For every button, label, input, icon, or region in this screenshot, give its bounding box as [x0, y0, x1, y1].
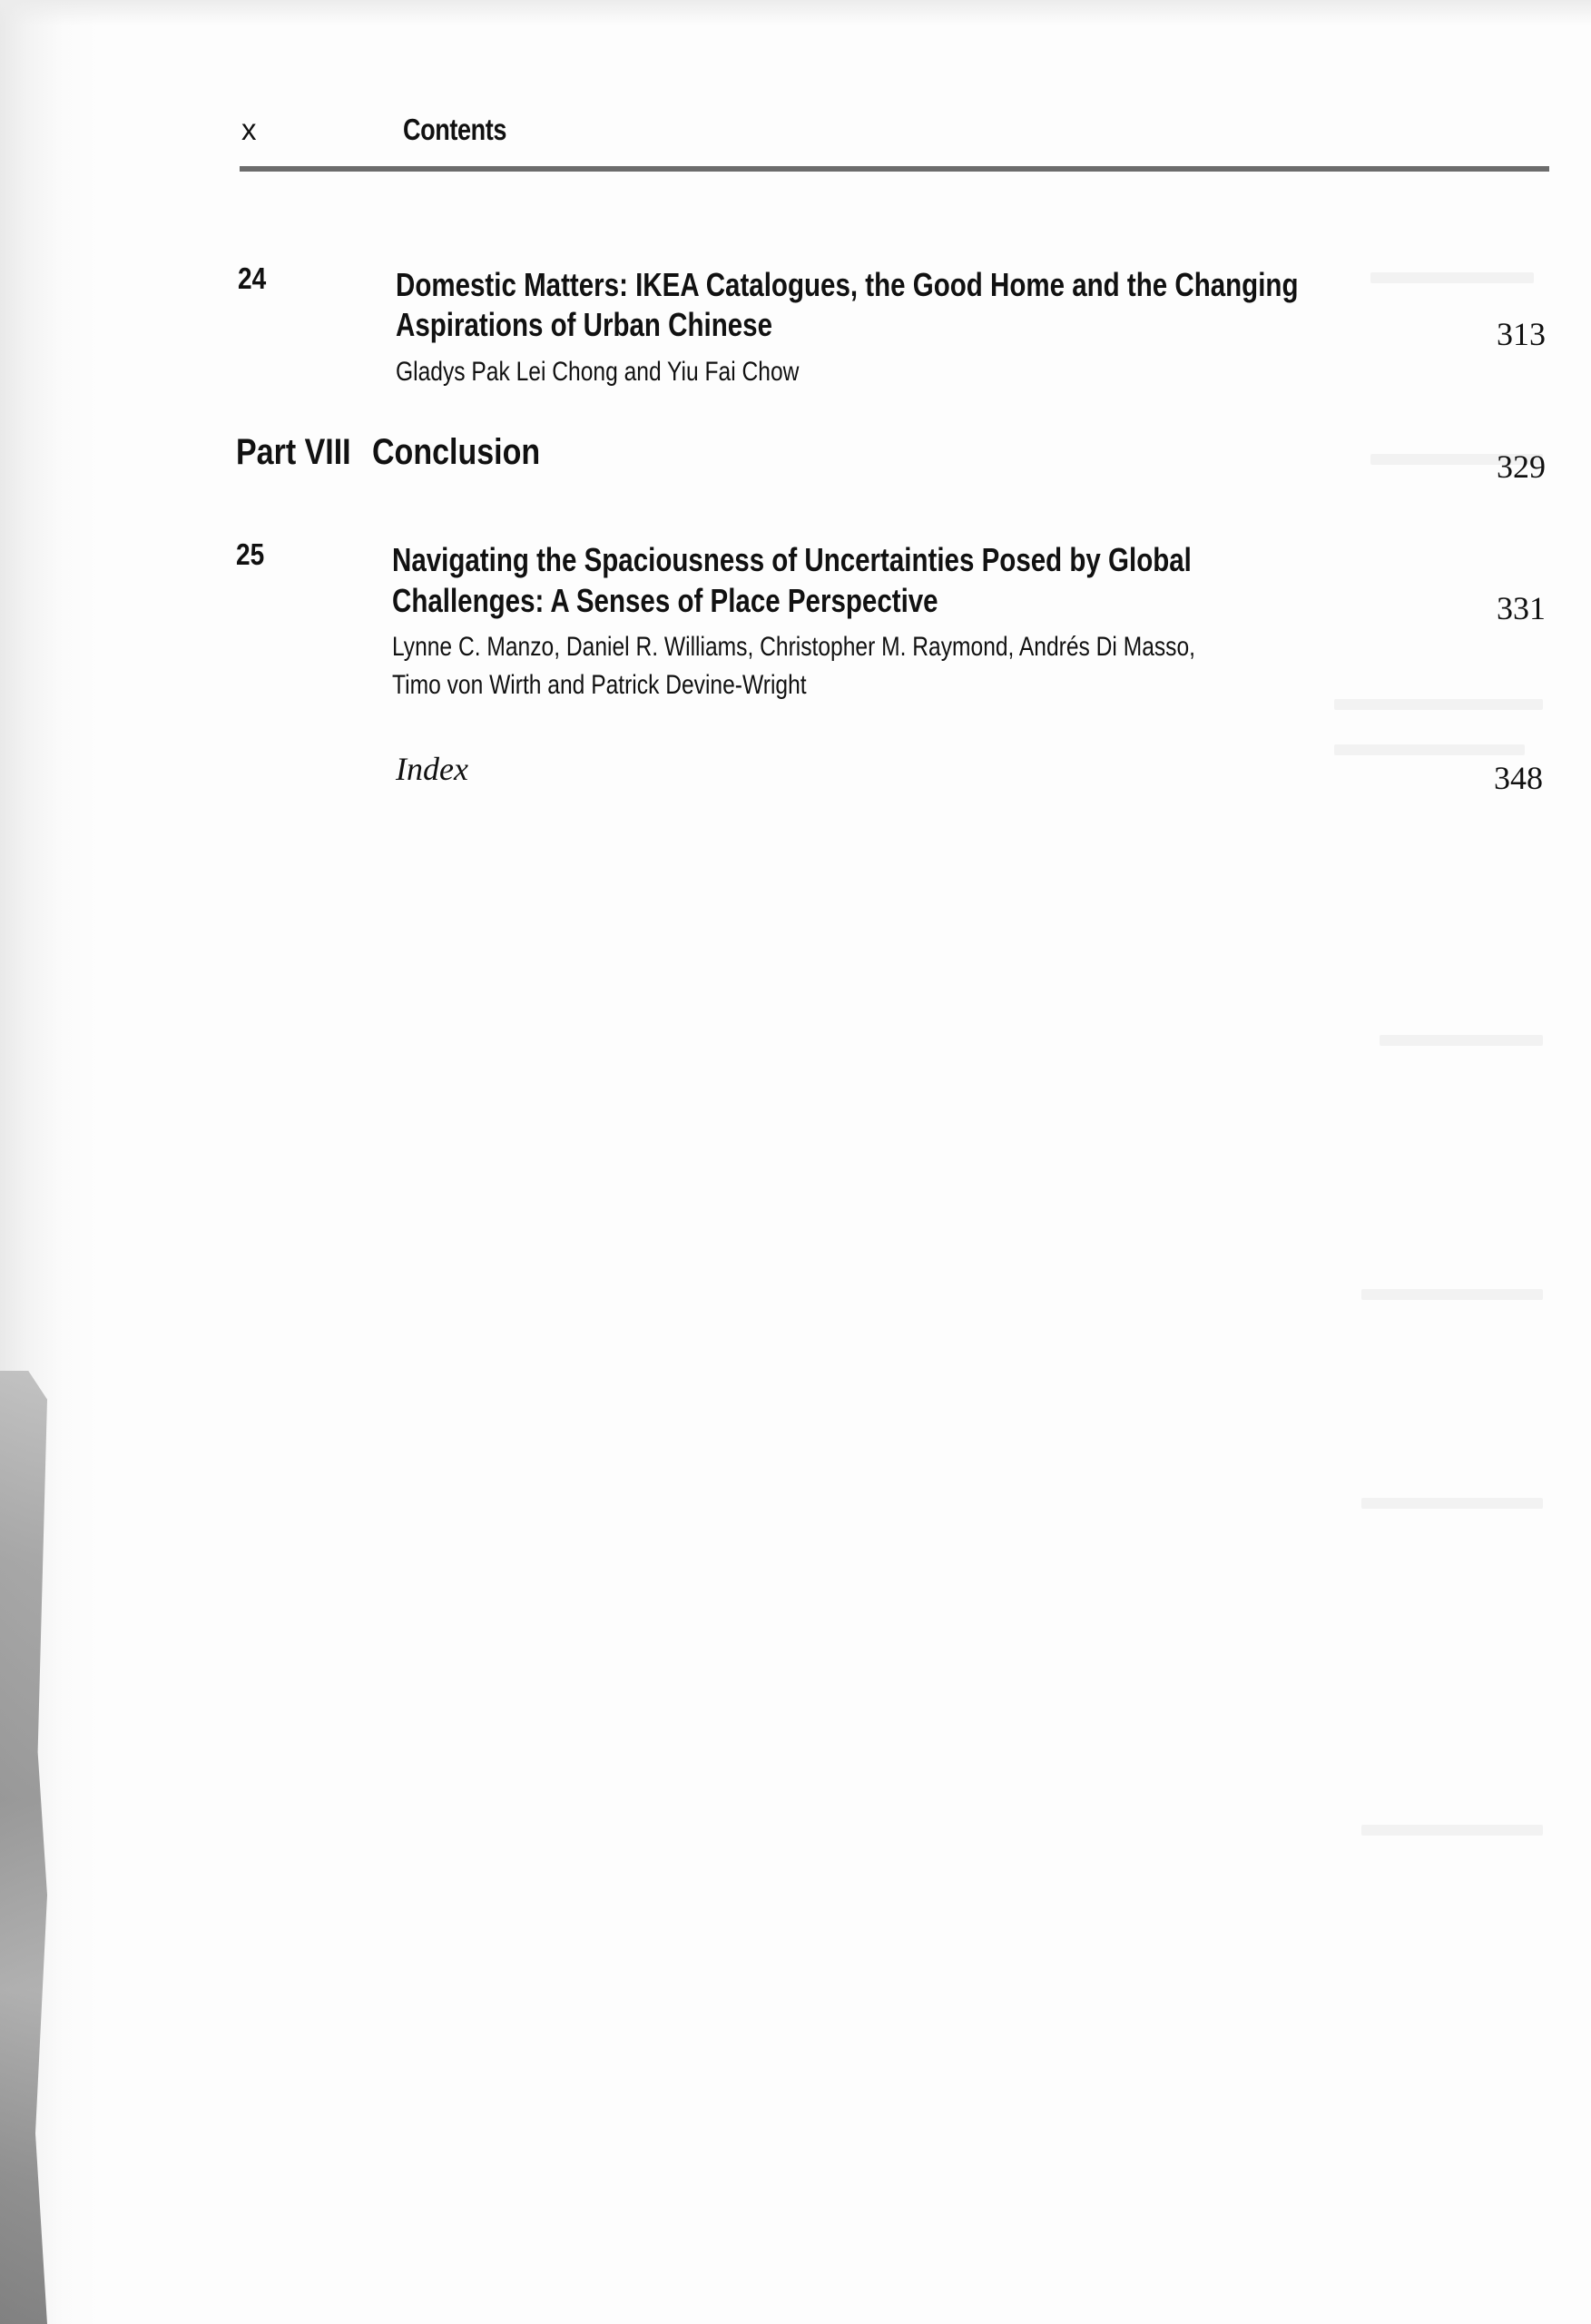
page-folio: x	[241, 113, 256, 146]
chapter-authors-line-1: Lynne C. Manzo, Daniel R. Williams, Christopher M. Raymond, Andrés Di Masso,	[392, 632, 1196, 662]
running-head-title: Contents	[403, 113, 506, 146]
index-label: Index	[396, 751, 468, 787]
page-top-shadow	[0, 0, 1591, 25]
chapter-title-line-1: Domestic Matters: IKEA Catalogues, the Good Home and the Changing	[396, 266, 1299, 303]
show-through-line	[1370, 272, 1534, 283]
chapter-number: 25	[236, 537, 265, 571]
part-title: Conclusion	[372, 432, 541, 472]
chapter-title-line-1: Navigating the Spaciousness of Uncertainties Posed by Global	[392, 541, 1192, 578]
show-through-line	[1361, 1498, 1543, 1509]
chapter-authors-line-2: Timo von Wirth and Patrick Devine-Wright	[392, 670, 807, 700]
chapter-page-number: 313	[1497, 316, 1546, 352]
show-through-line	[1361, 1825, 1543, 1836]
show-through-line	[1361, 1289, 1543, 1300]
show-through-line	[1334, 744, 1525, 755]
show-through-line	[1334, 699, 1543, 710]
index-page-number: 348	[1494, 760, 1543, 796]
chapter-title-line-2: Aspirations of Urban Chinese	[396, 306, 772, 343]
part-page-number: 329	[1497, 448, 1546, 485]
show-through-line	[1380, 1035, 1543, 1046]
chapter-title-line-2: Challenges: A Senses of Place Perspective	[392, 582, 938, 619]
chapter-page-number: 331	[1497, 590, 1546, 626]
chapter-number: 24	[238, 261, 267, 295]
header-rule	[240, 166, 1549, 172]
part-label: Part VIII	[236, 432, 351, 472]
chapter-authors: Gladys Pak Lei Chong and Yiu Fai Chow	[396, 357, 800, 387]
